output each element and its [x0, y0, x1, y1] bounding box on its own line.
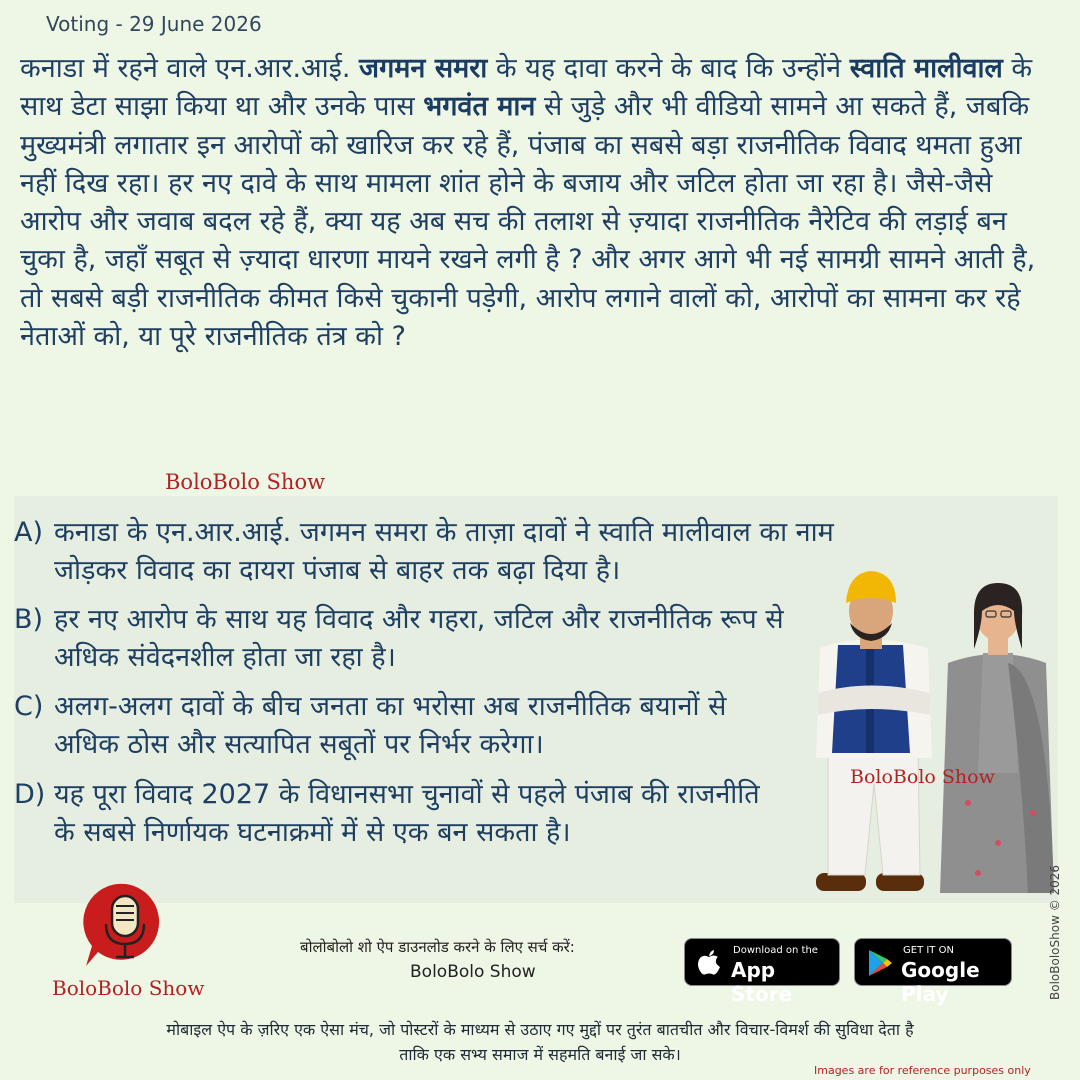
search-instruction: बोलोबोलो शो ऐप डाउनलोड करने के लिए सर्च करें: — [300, 938, 575, 956]
option-d-text: यह पूरा विवाद 2027 के विधानसभा चुनावों से पहले पंजाब की राजनीति के सबसे निर्णायक घटनाक्रमों में से एक बन सकता है। — [54, 779, 760, 848]
name-bhagwant-mann: भगवंत मान — [423, 91, 536, 123]
brand-watermark: BoloBolo Show — [165, 470, 326, 494]
app-store-button[interactable] — [684, 938, 840, 1006]
man-figure — [816, 571, 932, 891]
disclaimer-text: Images are for reference purposes only — [814, 1064, 1031, 1077]
footer-line-2: ताकि एक सभ्य समाज में सहमति बनाई जा सके। — [399, 1045, 681, 1064]
search-app-name: BoloBolo Show — [410, 962, 536, 982]
option-b-key: B) — [14, 604, 44, 635]
brand-watermark-overlay: BoloBolo Show — [850, 766, 995, 788]
option-b-text: हर नए आरोप के साथ यह विवाद और गहरा, जटिल और राजनीतिक रूप से अधिक संवेदनशील होता जा रहा है। — [54, 604, 784, 673]
option-d[interactable] — [14, 776, 774, 852]
option-a[interactable] — [14, 514, 834, 590]
apple-icon — [697, 948, 721, 976]
woman-figure — [940, 583, 1054, 893]
question-paragraph: कनाडा में रहने वाले एन.आर.आई. जगमन समरा के यह दावा करने के बाद कि उन्होंने स्वाति मालीवाल के साथ डेटा साझा किया था और उनके पास भगवंत मान से जुड़े और भी वीडियो सामने आ सकते हैं, जबकि मुख्यमंत्री लगातार इन आरोपों को खारिज कर रहे हैं, पंजाब का सबसे बड़ा राजनीतिक विवाद थमता हुआ नहीं दिख रहा। हर नए दावे के साथ मामला शांत होने के बजाय और जटिल होता जा रहा है। जैसे-जैसे आरोप और जवाब बदल रहे हैं, क्या यह अब सच की तलाश से ज़्यादा राजनीतिक नैरेटिव की लड़ाई बन चुका है, जहाँ सबूत से ज़्यादा धारणा मायने रखने लगी है ? और अगर आगे भी नई सामग्री सामने आती है, तो सबसे बड़ी राजनीतिक कीमत किसे चुकानी पड़ेगी, आरोप लगाने वालों को, आरोपों का सामना कर रहे नेताओं को, या पूरे राजनीतिक तंत्र को ? — [20, 53, 1036, 353]
voting-date: Voting - 29 June 2026 — [46, 12, 262, 36]
option-b[interactable] — [14, 601, 814, 677]
footer-line-1: मोबाइल ऐप के ज़रिए एक ऐसा मंच, जो पोस्टरों के माध्यम से उठाए गए मुद्दों पर तुरंत बातचीत और विचार-विमर्श की सुविधा देता है — [166, 1020, 914, 1039]
option-c[interactable] — [14, 688, 774, 764]
option-a-key: A) — [14, 517, 44, 548]
option-c-text: अलग-अलग दावों के बीच जनता का भरोसा अब राजनीतिक बयानों से अधिक ठोस और सत्यापित सबूतों पर निर्भर करेगा। — [54, 691, 727, 760]
google-play-icon — [867, 949, 893, 977]
google-play-label: Google Play — [901, 958, 980, 1006]
app-store-label: App Store — [731, 958, 793, 1006]
name-swati-maliwal: स्वाति मालीवाल — [849, 53, 1003, 84]
option-c-key: C) — [14, 691, 44, 722]
copyright-side-text: BoloBoloShow © 2026 — [1048, 864, 1062, 1000]
google-play-small-text: GET IT ON — [903, 945, 954, 956]
app-store-small-text: Download on the — [733, 945, 818, 956]
podcast-mic-logo — [80, 880, 170, 970]
option-a-text: कनाडा के एन.आर.आई. जगमन समरा के ताज़ा दावों ने स्वाति मालीवाल का नाम जोड़कर विवाद का दायरा पंजाब से बाहर तक बढ़ा दिया है। — [54, 517, 834, 586]
google-play-button[interactable] — [854, 938, 1012, 1006]
name-jagman-samra: जगमन समरा — [359, 53, 488, 84]
option-d-key: D) — [14, 779, 46, 810]
politicians-illustration — [808, 553, 1058, 903]
logo-brand-name: BoloBolo Show — [52, 976, 205, 1000]
